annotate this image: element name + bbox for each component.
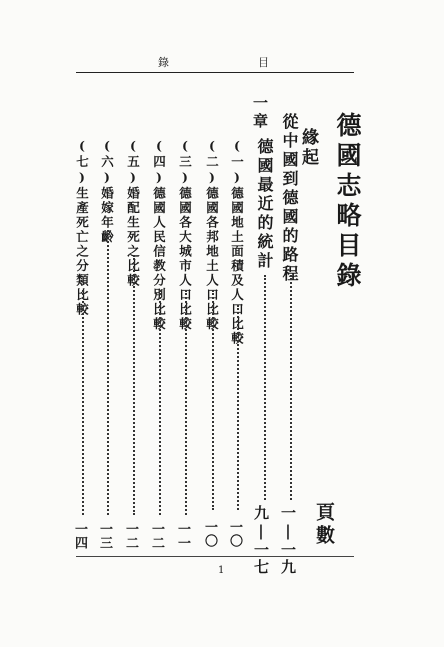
chapter-1-title[interactable]: 德國最近的統計	[255, 138, 274, 271]
toc-entry-5-page: 一二	[123, 522, 138, 550]
toc-entry-1-page: 一〇	[227, 520, 242, 548]
toc-entry-intro-1[interactable]: 從中國到德國的路程	[280, 113, 299, 284]
toc-entry-6-page: 一三	[97, 522, 112, 550]
chapter-1-label: 一章	[251, 95, 269, 131]
running-header-left: 錄	[158, 56, 170, 69]
leader-dots	[107, 230, 109, 515]
toc-entry-5[interactable]: (五)婚配生死之比較	[125, 138, 141, 288]
leader-dots	[82, 290, 84, 515]
toc-entry-6[interactable]: (六)婚嫁年齡	[99, 138, 115, 245]
toc-title: 德國志略目錄	[333, 112, 362, 292]
intro-section-label: 緣起	[298, 128, 318, 168]
footer-rule	[76, 556, 354, 557]
toc-entry-7-page: 一四	[72, 522, 87, 550]
toc-entry-7[interactable]: (七)生產死亡之分類比較	[74, 138, 90, 317]
toc-entry-intro-1-page: 一|一九	[279, 505, 297, 576]
running-header-right: 目	[258, 56, 270, 69]
toc-entry-2[interactable]: (二)德國各邦地土人口比較	[204, 138, 220, 332]
toc-entry-4-page: 一二	[149, 522, 164, 550]
page-column-heading: 頁數	[313, 502, 335, 548]
leader-dots	[133, 255, 135, 515]
header-rule	[76, 72, 354, 73]
leader-dots	[290, 275, 292, 500]
leader-dots	[212, 290, 214, 510]
toc-entry-3-page: 一一	[175, 522, 190, 550]
toc-entry-3[interactable]: (三)德國各大城市人口比較	[177, 138, 193, 332]
toc-entry-4[interactable]: (四)德國人民信教分別比較	[151, 138, 167, 332]
chapter-1-page: 九|一七	[252, 505, 270, 576]
footer-page-number: 1	[218, 565, 225, 576]
leader-dots	[264, 275, 266, 500]
leader-dots	[185, 290, 187, 515]
toc-entry-2-page: 一〇	[202, 520, 217, 548]
leader-dots	[237, 305, 239, 510]
leader-dots	[159, 290, 161, 515]
toc-entry-1[interactable]: (一)德國地土面積及人口比較	[229, 138, 245, 346]
